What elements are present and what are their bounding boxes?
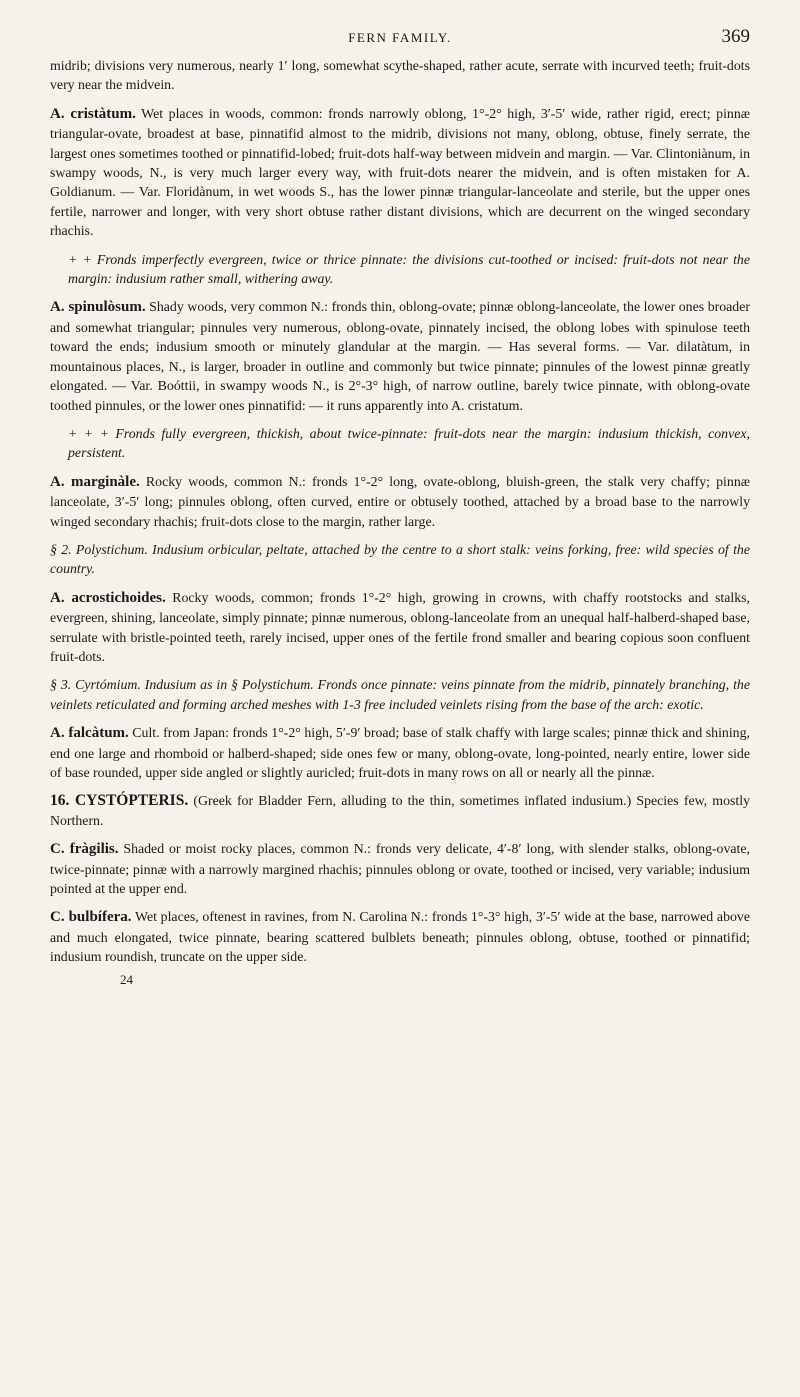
species-entry-acrostichoides bbox=[50, 588, 750, 667]
section-heading: § 3. Cyrtómium. Indusium as in § Polystichum. Fronds once pinnate: veins pinnate from the midrib, pinnately branching, the veinlets reticulated and forming arched meshes with 1-3 free included veinlets rising from the base of the arch: exotic. bbox=[50, 677, 750, 712]
species-name: C. fràgilis. bbox=[50, 841, 119, 858]
species-description: Wet places in woods, common: fronds narrowly oblong, 1°-2° high, 3′-5′ wide, rather rigid, erect; pinnæ triangular-ovate, broadest at base, pinnatifid almost to the midrib, divisions not many, oblong, obtuse, finely serrate, the largest ones sometimes toothed or pinnatifid-lobed; fruit-dots half-way between midvein and margin. — Var. Clintoniànum, in swampy woods, N., is very much larger every way, with fruit-dots nearer the midvein, and is often mistaken for A. Goldianum. — Var. Floridànum, in wet woods S., has the lower pinnæ triangular-lanceolate and sterile, but the upper ones fertile, narrower and longer, with very short obtuse rather distant divisions, which are decurrent on the winged secondary rhachis. bbox=[50, 105, 751, 239]
species-entry-bulbifera bbox=[50, 907, 750, 966]
species-name: C. bulbífera. bbox=[50, 909, 132, 926]
species-entry-marginale bbox=[50, 472, 750, 531]
running-title: FERN FAMILY. bbox=[348, 30, 452, 45]
species-name: A. acrostichoides. bbox=[50, 589, 166, 606]
signature-mark: 24 bbox=[120, 971, 133, 987]
key-group-heading: + + + Fronds fully evergreen, thickish, about twice-pinnate: fruit-dots near the margin: indusium thickish, convex, persistent. bbox=[68, 425, 750, 461]
running-head bbox=[50, 26, 750, 56]
genus-description: (Greek for Bladder Fern, alluding to the thin, sometimes inflated indusium.) Species few, mostly Northern. bbox=[50, 793, 750, 828]
species-entry-spinulosum bbox=[50, 297, 750, 414]
species-name: A. marginàle. bbox=[50, 473, 140, 490]
species-entry-cristatum bbox=[50, 104, 750, 241]
species-description: Cult. from Japan: fronds 1°-2° high, 5′-9′ broad; base of stalk chaffy with large scales; pinnæ thick and shining, end one large and rhomboid or halberd-shaped; side ones few or many, oblong-ovate, long-pointed, nearly entire, lower side of base rounded, upper side angled or slightly auricled; fruit-dots in many rows on all or nearly all the pinnæ. bbox=[50, 725, 750, 780]
species-description: Wet places, oftenest in ravines, from N. Carolina N.: fronds 1°-3° high, 3′-5′ wide at the base, narrowed above and much elongated, twice pinnate, bearing scattered bulblets beneath; pinnules oblong, obtuse, toothed or pinnatifid; indusium roundish, truncate on the upper side. bbox=[50, 909, 750, 965]
species-name: A. falcàtum. bbox=[50, 725, 129, 742]
species-entry-falcatum bbox=[50, 723, 750, 782]
genus-entry-cystopteris bbox=[50, 791, 750, 830]
page-body bbox=[50, 56, 750, 988]
section-heading: § 2. Polystichum. Indusium orbicular, peltate, attached by the centre to a short stalk: veins forking, free: wild species of the country. bbox=[50, 541, 750, 577]
genus-name: 16. CYSTÓPTERIS. bbox=[50, 792, 189, 810]
page-number: 369 bbox=[721, 26, 750, 47]
species-description: Shaded or moist rocky places, common N.: fronds very delicate, 4′-8′ long, with slender stalks, oblong-ovate, twice-pinnate; pinnæ with a narrowly margined rhachis; pinnules oblong or ovate, toothed or incised, very variable; indusium pointed at the upper end. bbox=[50, 841, 750, 897]
species-entry-fragilis bbox=[50, 839, 750, 898]
species-description: Rocky woods, common N.: fronds 1°-2° long, ovate-oblong, bluish-green, the stalk very chaffy; pinnæ lanceolate, 3′-5′ long; pinnules oblong, often curved, entire or obtusely toothed, attached by a broad base to the narrowly winged secondary rhachis; fruit-dots close to the margin, rather large. bbox=[50, 473, 750, 529]
species-name: A. cristàtum. bbox=[50, 105, 136, 122]
species-description: Shady woods, very common N.: fronds thin, oblong-ovate; pinnæ oblong-lanceolate, the lower ones broader and somewhat triangular; pinnules very numerous, oblong-ovate, pinnately incised, the oblong lobes with spinulose teeth toward the ends; indusium smooth or minutely glandular at the margin. — Has several forms. — Var. dilatàtum, in mountainous places, N., is larger, broader in outline and commonly but twice pinnate; pinnules of the lowest pinnæ greatly elongated. — Var. Boóttii, in swampy woods N., is 2°-3° high, of narrow outline, barely twice pinnate, with oblong-ovate toothed pinnules, or the lower ones pinnatifid: — it runs apparently into A. cristatum. bbox=[50, 299, 750, 413]
species-description: Rocky woods, common; fronds 1°-2° high, growing in crowns, with chaffy rootstocks and stalks, evergreen, shining, lanceolate, simply pinnate; pinnæ numerous, oblong-lanceolate from an unequal half-halberd-shaped base, serrulate with bristle-pointed teeth, rarely incised, upper ones of the fertile frond smaller and bearing copious soon confluent fruit-dots. bbox=[50, 589, 750, 664]
species-name: A. spinulòsum. bbox=[50, 299, 146, 316]
key-group-heading: + + Fronds imperfectly evergreen, twice or thrice pinnate: the divisions cut-toothed or incised: fruit-dots not near the margin: indusium rather small, withering away. bbox=[68, 251, 750, 287]
continued-paragraph: midrib; divisions very numerous, nearly 1′ long, somewhat scythe-shaped, rather acute, serrate with incurved teeth; fruit-dots very near the midvein. bbox=[50, 58, 750, 93]
